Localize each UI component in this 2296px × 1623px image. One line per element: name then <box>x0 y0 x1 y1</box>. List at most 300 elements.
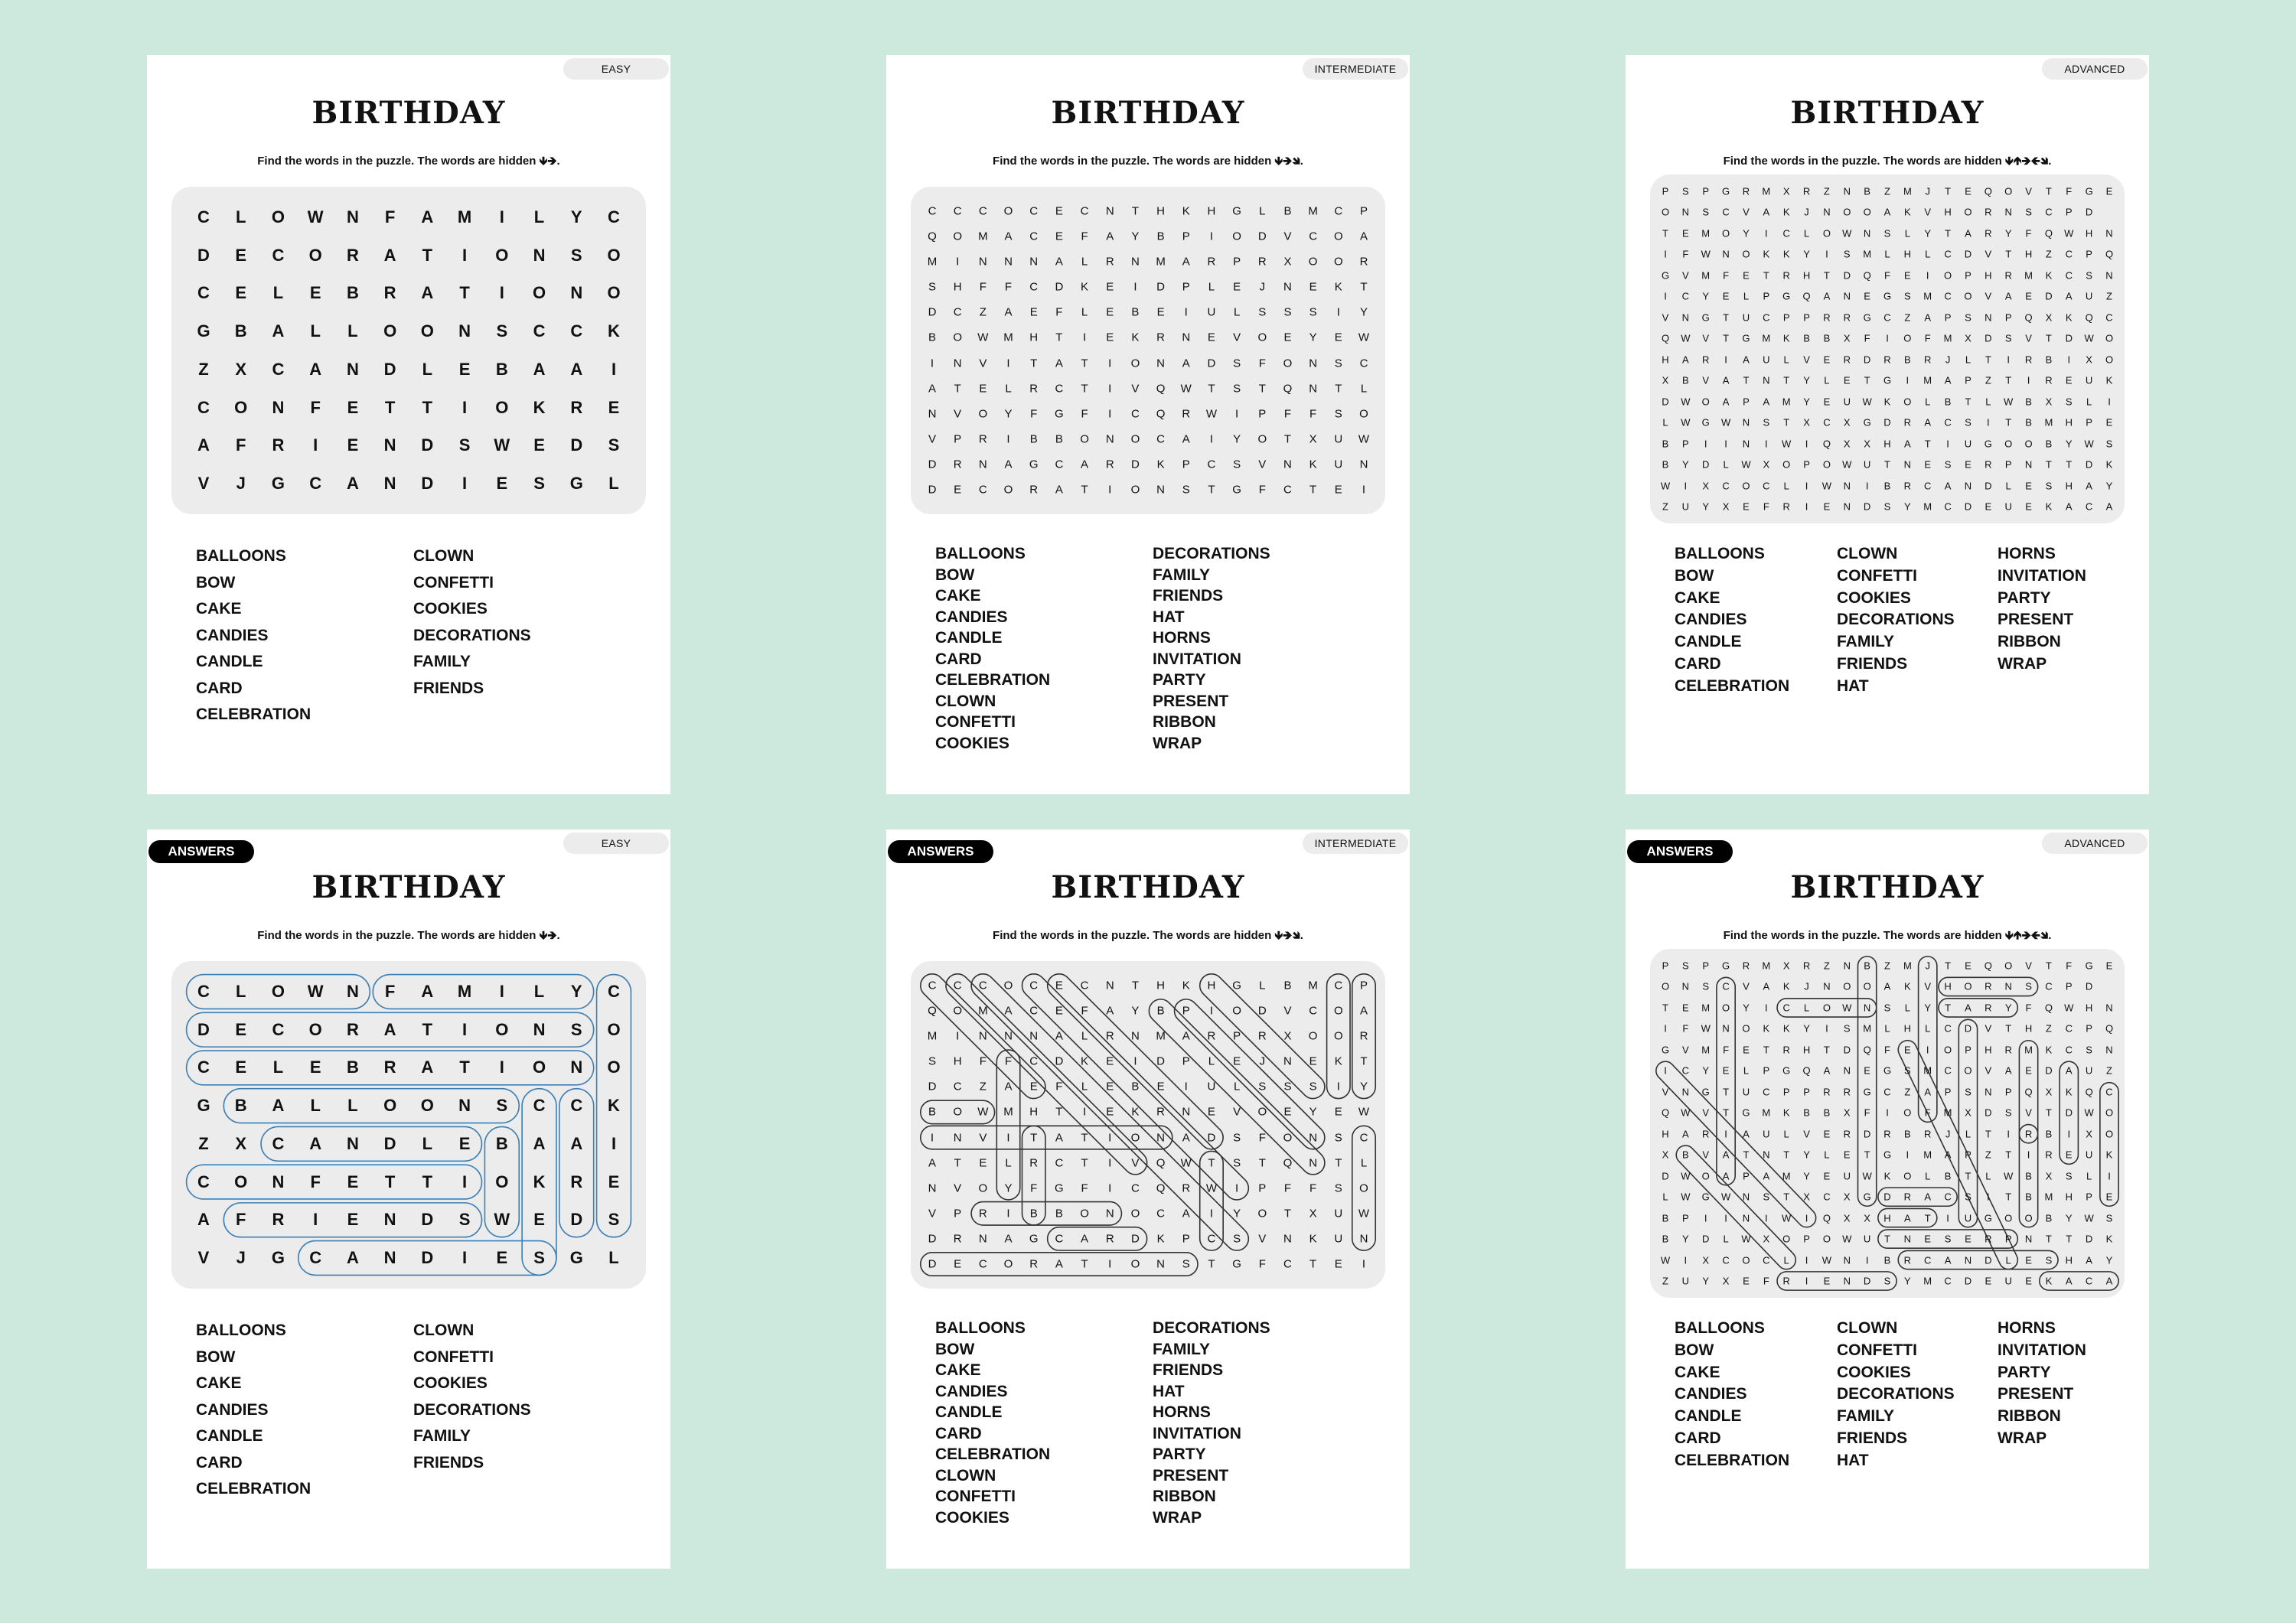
word-item: FRIENDS <box>413 1453 484 1471</box>
grid-letter: W <box>1358 1207 1370 1221</box>
word-item: CLOWN <box>413 547 475 565</box>
grid-letter: H <box>1883 1212 1891 1224</box>
word-item: FAMILY <box>413 1427 471 1445</box>
grid-letter: C <box>1309 230 1318 243</box>
grid-letter: F <box>1258 357 1266 370</box>
grid-letter: E <box>608 397 620 417</box>
grid-letter: O <box>1964 290 1972 302</box>
grid-letter: N <box>1681 311 1690 324</box>
grid-letter: C <box>2045 980 2053 992</box>
grid-letter: I <box>1664 290 1667 302</box>
grid-letter: T <box>2066 458 2073 471</box>
grid-letter: X <box>1763 458 1770 471</box>
grid-letter: O <box>1822 458 1831 471</box>
grid-letter: A <box>1763 1170 1770 1182</box>
grid-letter: G <box>1055 407 1064 421</box>
grid-letter: E <box>1233 1054 1241 1068</box>
grid-letter: A <box>1055 1131 1063 1145</box>
grid-letter: P <box>1763 290 1770 302</box>
grid-letter: X <box>1965 1106 1971 1119</box>
grid-letter: E <box>1106 305 1114 319</box>
grid-letter: D <box>1964 248 1972 260</box>
grid-letter: S <box>1965 311 1971 324</box>
grid-letter: B <box>1944 396 1952 408</box>
grid-letter: O <box>495 1019 509 1039</box>
grid-letter: E <box>1334 483 1342 497</box>
grid-letter: O <box>1782 458 1791 471</box>
grid-letter: S <box>1334 407 1342 421</box>
grid-letter: B <box>1682 1149 1689 1161</box>
grid-letter: V <box>1233 1105 1241 1119</box>
grid-letter: O <box>1257 1105 1267 1119</box>
grid-letter: E <box>458 359 471 379</box>
grid-letter: C <box>1722 206 1730 218</box>
grid-letter: A <box>421 207 434 227</box>
grid-letter: O <box>1333 1004 1343 1018</box>
grid-letter: X <box>235 359 247 379</box>
grid-letter: I <box>1108 1181 1112 1195</box>
grid-letter: A <box>1182 1131 1190 1145</box>
grid-letter: R <box>1985 458 1992 471</box>
grid-letter: V <box>2025 185 2032 197</box>
grid-letter: P <box>1359 979 1368 992</box>
grid-letter: D <box>1883 1191 1891 1203</box>
grid-letter: T <box>1945 227 1952 240</box>
grid-letter: Y <box>1309 1105 1317 1119</box>
grid-letter: V <box>1985 290 1992 302</box>
grid-letter: K <box>608 321 620 341</box>
grid-letter: W <box>1660 1254 1671 1266</box>
grid-letter: W <box>2084 1106 2094 1119</box>
grid-letter: G <box>1984 438 1992 450</box>
grid-letter: S <box>1309 305 1317 319</box>
grid-letter: I <box>1209 1207 1214 1221</box>
grid-letter: R <box>1823 311 1831 324</box>
grid-letter: C <box>953 1080 962 1093</box>
grid-letter: Q <box>2105 1022 2114 1035</box>
grid-letter: H <box>2065 480 2073 492</box>
grid-letter: J <box>1804 206 1809 218</box>
grid-letter: A <box>383 245 396 265</box>
word-item: CELEBRATION <box>196 706 311 723</box>
grid-letter: C <box>1722 1254 1730 1266</box>
grid-letter: A <box>1182 1207 1190 1221</box>
grid-letter: Z <box>1985 1149 1991 1161</box>
grid-letter: M <box>1701 269 1711 282</box>
grid-letter: D <box>1964 500 1972 513</box>
grid-letter: E <box>1207 331 1215 344</box>
word-item: CAKE <box>935 587 981 605</box>
grid-letter: S <box>1763 416 1770 429</box>
grid-letter: C <box>272 359 285 379</box>
grid-letter: M <box>1701 1044 1711 1056</box>
grid-letter: O <box>1130 1131 1140 1145</box>
word-item: BALLOONS <box>1675 1319 1765 1337</box>
grid-letter: M <box>2044 1191 2053 1203</box>
grid-letter: O <box>1359 1181 1368 1195</box>
grid-letter: S <box>458 435 471 455</box>
grid-letter: Z <box>198 1133 209 1153</box>
word-item: CONFETTI <box>935 1488 1016 1505</box>
grid-letter: I <box>2027 1149 2030 1161</box>
grid-letter: T <box>2005 416 2012 429</box>
word-item: RIBBON <box>1153 1488 1216 1505</box>
grid-letter: D <box>570 435 583 455</box>
grid-letter: I <box>1906 1149 1910 1161</box>
grid-letter: M <box>1903 960 1912 972</box>
grid-letter: U <box>2085 290 2093 302</box>
grid-letter: L <box>2005 1254 2011 1266</box>
grid-letter: K <box>1904 980 1911 992</box>
grid-letter: Z <box>1662 500 1668 513</box>
grid-letter: O <box>2004 1212 2013 1224</box>
grid-letter: I <box>1209 230 1214 243</box>
grid-letter: A <box>1055 357 1063 370</box>
grid-letter: R <box>1802 185 1811 197</box>
grid-letter: I <box>1805 438 1808 450</box>
word-item: CANDLE <box>196 1427 263 1445</box>
grid-letter: E <box>979 382 987 396</box>
grid-letter: O <box>1843 980 1851 992</box>
grid-letter: M <box>1923 1064 1932 1077</box>
grid-letter: C <box>928 979 937 992</box>
grid-letter: L <box>1965 354 1971 366</box>
grid-letter: D <box>1156 280 1165 294</box>
instructions: Find the words in the puzzle. The words are hidden 🡻🡹🡺🡸🡾. <box>1723 155 2052 168</box>
grid-letter: U <box>1742 311 1750 324</box>
grid-letter: G <box>1782 290 1791 302</box>
grid-letter: Q <box>2085 1086 2093 1098</box>
grid-letter: T <box>1131 979 1139 992</box>
grid-letter: N <box>928 1181 937 1195</box>
grid-letter: I <box>611 359 617 379</box>
grid-letter: R <box>383 1058 396 1077</box>
grid-letter: T <box>2045 1106 2052 1119</box>
grid-letter: A <box>1182 432 1190 446</box>
grid-letter: S <box>1944 458 1952 471</box>
grid-letter: W <box>1842 458 1852 471</box>
grid-letter: E <box>1283 1105 1292 1119</box>
grid-letter: Q <box>1802 1064 1811 1077</box>
grid-letter: T <box>1335 382 1342 396</box>
grid-letter: E <box>2025 1254 2032 1266</box>
grid-letter: A <box>1944 480 1952 492</box>
grid-letter: I <box>462 474 468 493</box>
grid-letter: U <box>1207 1080 1216 1093</box>
grid-letter: C <box>1722 980 1730 992</box>
grid-letter: S <box>2086 1044 2092 1056</box>
grid-letter: P <box>1233 255 1241 269</box>
word-item: HORNS <box>1153 629 1211 647</box>
grid-letter: O <box>953 230 963 243</box>
grid-letter: T <box>1081 382 1088 396</box>
grid-letter: C <box>928 204 937 218</box>
grid-letter: C <box>2065 269 2073 282</box>
grid-letter: I <box>1724 1212 1727 1224</box>
grid-letter: X <box>1843 332 1851 344</box>
grid-letter: B <box>495 1133 508 1153</box>
grid-letter: C <box>272 1133 285 1153</box>
grid-letter: V <box>1702 1106 1710 1119</box>
grid-letter: O <box>1722 227 1730 240</box>
grid-letter: C <box>1029 979 1039 992</box>
grid-letter: N <box>2105 1002 2113 1014</box>
grid-letter: F <box>2025 1002 2032 1014</box>
grid-letter: A <box>570 359 583 379</box>
grid-letter: R <box>1802 960 1811 972</box>
grid-letter: I <box>1704 438 1707 450</box>
letter-grid <box>911 187 1385 514</box>
word-item: COOKIES <box>413 600 488 618</box>
grid-letter: C <box>197 207 210 227</box>
word-column <box>935 543 1050 754</box>
word-item: INVITATION <box>1153 650 1241 668</box>
grid-letter: T <box>1208 1257 1215 1271</box>
word-item: WRAP <box>1998 1429 2047 1447</box>
grid-letter: U <box>1681 500 1690 513</box>
grid-letter: S <box>1309 1080 1317 1093</box>
grid-letter: L <box>1662 416 1668 429</box>
grid-letter: F <box>1081 1004 1088 1018</box>
grid-letter: L <box>1904 1002 1910 1014</box>
grid-letter: I <box>2027 374 2030 386</box>
grid-letter: E <box>1106 280 1114 294</box>
word-item: CONFETTI <box>413 573 494 592</box>
grid-letter: C <box>533 321 546 341</box>
grid-letter: X <box>1309 1207 1317 1221</box>
grid-letter: C <box>1944 1064 1952 1077</box>
grid-letter: D <box>1985 1106 1992 1119</box>
grid-letter: G <box>1661 1044 1670 1056</box>
grid-letter: R <box>1105 1232 1114 1246</box>
grid-letter: W <box>1782 438 1792 450</box>
grid-letter: W <box>977 331 989 344</box>
word-item: FAMILY <box>413 653 471 670</box>
grid-letter: E <box>2105 1191 2113 1203</box>
grid-letter: S <box>2105 1212 2113 1224</box>
grid-letter: O <box>420 1096 434 1116</box>
grid-letter: W <box>1205 407 1218 421</box>
grid-letter: B <box>1864 960 1870 972</box>
grid-letter: T <box>1945 960 1952 972</box>
grid-letter: C <box>1359 1131 1368 1145</box>
grid-letter: A <box>1722 374 1730 386</box>
grid-letter: O <box>978 407 988 421</box>
grid-letter: K <box>1334 280 1342 294</box>
grid-letter: C <box>1944 290 1952 302</box>
grid-letter: I <box>1108 407 1112 421</box>
puzzle-title: BIRTHDAY <box>1051 95 1245 131</box>
grid-letter: D <box>2085 980 2093 992</box>
grid-letter: Y <box>2065 438 2073 450</box>
grid-letter: Y <box>1359 305 1368 319</box>
grid-letter: P <box>1944 311 1952 324</box>
grid-letter: G <box>1883 1064 1892 1077</box>
grid-letters <box>1650 174 2125 523</box>
grid-letter: R <box>1359 255 1368 269</box>
grid-letter: B <box>1904 1128 1911 1140</box>
grid-letter: A <box>2004 290 2012 302</box>
grid-letter: D <box>1843 1044 1851 1056</box>
grid-letter: F <box>310 1172 321 1191</box>
grid-letter: K <box>2045 269 2053 282</box>
grid-letter: A <box>1106 230 1114 243</box>
grid-letter: E <box>2025 480 2032 492</box>
grid-letter: S <box>1334 357 1342 370</box>
grid-letter: K <box>1182 204 1190 218</box>
grid-letter: D <box>928 1080 937 1093</box>
grid-letter: A <box>1004 1232 1013 1246</box>
grid-letter: Z <box>1884 960 1890 972</box>
grid-letter: X <box>2045 311 2053 324</box>
grid-letter: V <box>1702 374 1710 386</box>
grid-letter: T <box>384 397 396 417</box>
grid-letter: O <box>2105 354 2114 366</box>
grid-letter: T <box>1335 1156 1342 1170</box>
grid-letter: I <box>1684 480 1688 492</box>
grid-letter: M <box>1923 1149 1932 1161</box>
grid-letter: X <box>1843 1106 1851 1119</box>
grid-letter: N <box>383 435 396 455</box>
grid-letter: N <box>978 458 987 471</box>
grid-letter: T <box>1945 1002 1952 1014</box>
grid-letter: N <box>1722 248 1730 260</box>
word-item: CONFETTI <box>1837 1341 1917 1359</box>
grid-letter: D <box>1863 1275 1871 1287</box>
grid-letter: I <box>1724 438 1727 450</box>
grid-letter: B <box>1029 1207 1038 1221</box>
grid-letter: T <box>1743 1149 1750 1161</box>
grid-letter: S <box>1682 960 1689 972</box>
word-item: HORNS <box>1153 1403 1211 1421</box>
grid-letter: I <box>499 283 504 303</box>
grid-letter: N <box>1029 1029 1039 1043</box>
grid-letter: R <box>1029 483 1039 497</box>
grid-letter: S <box>2065 396 2073 408</box>
grid-letter: F <box>1055 305 1063 319</box>
grid-letter: E <box>1743 500 1750 513</box>
grid-letter: E <box>1106 1054 1114 1068</box>
grid-letter: R <box>1985 1002 1992 1014</box>
grid-letter: R <box>1105 458 1114 471</box>
grid-letter: C <box>1130 407 1140 421</box>
word-item: HORNS <box>1998 545 2056 562</box>
grid-letter: T <box>1884 458 1890 471</box>
grid-letter: T <box>1743 374 1750 386</box>
grid-letter: R <box>1207 1029 1216 1043</box>
grid-letter: F <box>1081 1181 1088 1195</box>
grid-letter: P <box>2065 206 2073 218</box>
grid-letter: S <box>608 435 620 455</box>
grid-letter: R <box>953 1232 962 1246</box>
grid-letter: T <box>1763 269 1769 282</box>
grid-letter: W <box>1180 382 1192 396</box>
word-item: CANDLE <box>935 1403 1003 1421</box>
grid-letter: H <box>2065 1191 2073 1203</box>
grid-letter: M <box>1762 332 1771 344</box>
grid-letter: U <box>1334 458 1343 471</box>
word-item: CLOWN <box>1837 545 1898 562</box>
grid-letter: X <box>1843 416 1851 429</box>
grid-letter: N <box>346 982 359 1001</box>
sheet-easy <box>147 55 670 794</box>
grid-letter: T <box>2005 1149 2012 1161</box>
grid-letter: H <box>2024 248 2033 260</box>
grid-letter: O <box>1257 1207 1267 1221</box>
difficulty-badge: EASY <box>563 58 669 80</box>
grid-letter: N <box>2024 1233 2033 1245</box>
grid-letter: J <box>1804 980 1809 992</box>
grid-letter: C <box>2065 1044 2073 1056</box>
grid-letter: M <box>1701 227 1711 240</box>
grid-letter: T <box>1081 1257 1088 1271</box>
grid-letter: R <box>1257 1029 1267 1043</box>
grid-letter: A <box>1883 206 1891 218</box>
grid-letter: O <box>1822 1233 1831 1245</box>
grid-letter: N <box>1863 227 1871 240</box>
grid-letter: T <box>1208 382 1215 396</box>
grid-letter: O <box>1742 1022 1750 1035</box>
grid-letter: I <box>1987 416 1990 429</box>
grid-letter: D <box>2045 1064 2053 1077</box>
grid-letter: W <box>1741 458 1751 471</box>
grid-letter: E <box>1864 290 1870 302</box>
grid-letter: W <box>2064 227 2074 240</box>
word-item: CAKE <box>1675 588 1720 607</box>
grid-letter: T <box>1924 438 1931 450</box>
grid-letter: O <box>953 331 963 344</box>
grid-letter: I <box>1235 1181 1239 1195</box>
grid-letter: P <box>1944 1086 1952 1098</box>
grid-letter: B <box>346 283 359 303</box>
grid-letter: S <box>1965 416 1971 429</box>
grid-letter: E <box>235 283 247 303</box>
grid-letter: L <box>1723 458 1729 471</box>
grid-letter: N <box>1985 311 1992 324</box>
grid-letter: N <box>1763 374 1770 386</box>
grid-letter: R <box>1782 500 1790 513</box>
instructions: Find the words in the puzzle. The words are hidden 🡻🡺🡾. <box>993 929 1303 942</box>
word-item: CELEBRATION <box>1675 676 1790 695</box>
grid-letter: F <box>1763 1275 1769 1287</box>
grid-letter: N <box>1182 331 1191 344</box>
grid-letter: C <box>1722 480 1730 492</box>
grid-letter: A <box>1743 1128 1750 1140</box>
grid-letter: H <box>2065 1254 2073 1266</box>
grid-letter: T <box>1309 1257 1317 1271</box>
grid-letter: H <box>1985 1044 1992 1056</box>
grid-letter: P <box>1965 374 1971 386</box>
word-item: BALLOONS <box>196 1322 286 1339</box>
grid-letter: W <box>1782 1212 1792 1224</box>
word-column <box>1998 543 2086 676</box>
grid-letter: O <box>1661 206 1670 218</box>
grid-letter: C <box>1055 458 1064 471</box>
grid-letter: L <box>1208 1054 1215 1068</box>
grid-letter: N <box>272 1172 285 1191</box>
grid-letter: B <box>2025 416 2032 429</box>
grid-letter: E <box>1904 269 1911 282</box>
word-item: CARD <box>196 1453 243 1471</box>
grid-letter: D <box>2085 458 2093 471</box>
grid-letter: D <box>2045 290 2053 302</box>
grid-letter: O <box>2105 1128 2114 1140</box>
grid-letter: R <box>1105 255 1114 269</box>
grid-letter: R <box>1156 1105 1165 1119</box>
word-column <box>196 543 311 728</box>
grid-letter: O <box>1944 1044 1952 1056</box>
grid-letter: A <box>1944 1254 1952 1266</box>
